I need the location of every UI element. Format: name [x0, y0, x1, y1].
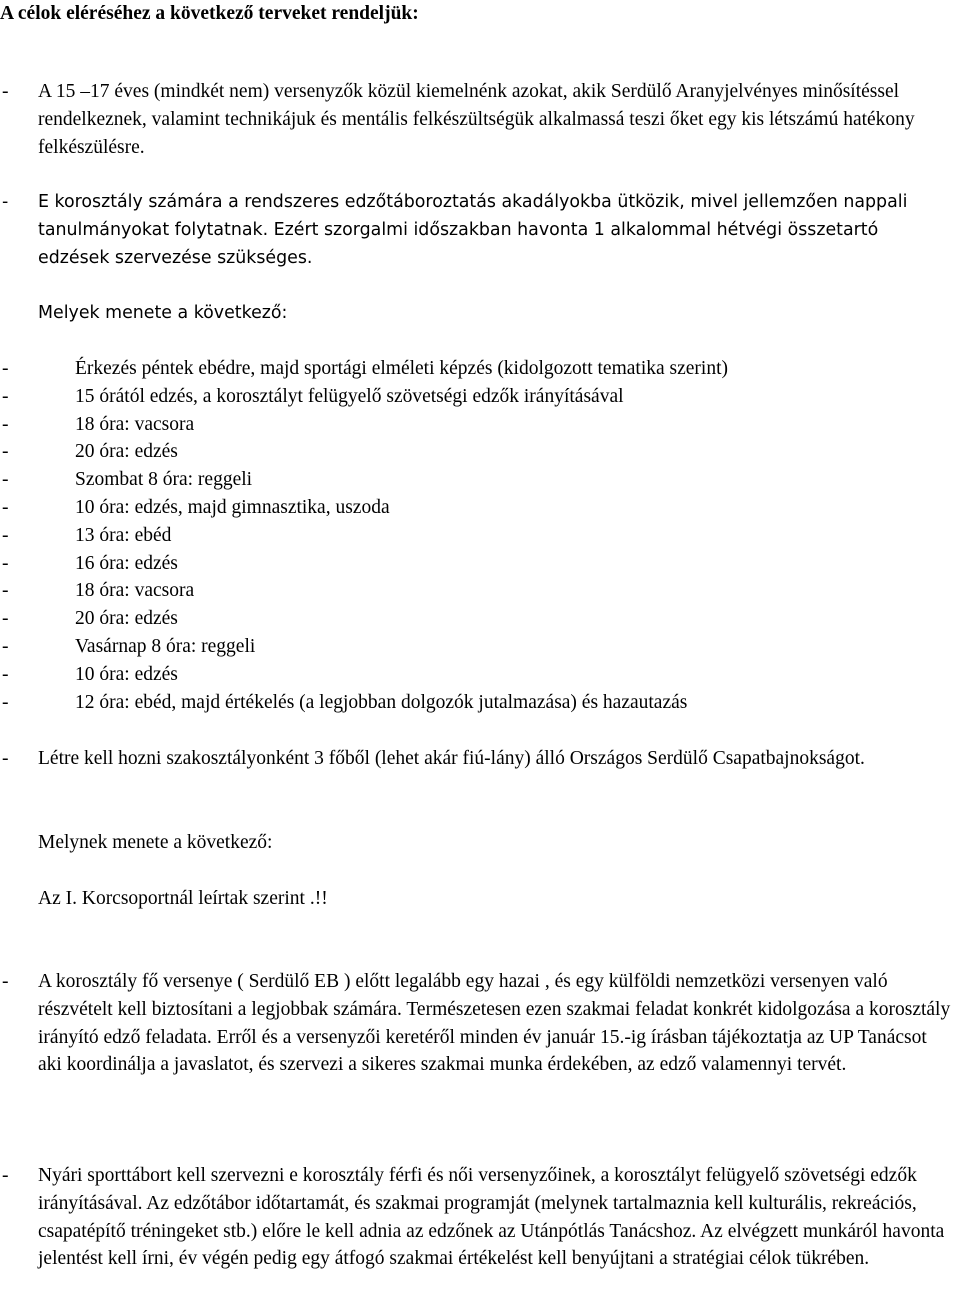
bullet-dash: - [2, 608, 9, 630]
bullet-dash: - [2, 663, 9, 685]
championship-intro: Melynek menete a következő: [38, 832, 273, 853]
bullet-dash: - [2, 971, 9, 992]
bullet-dash: - [2, 524, 9, 546]
list-item [0, 745, 955, 773]
schedule-text: 10 óra: edzés [75, 663, 178, 685]
schedule-text: 20 óra: edzés [75, 608, 178, 630]
bullet-dash: - [2, 552, 9, 574]
schedule-text: 18 óra: vacsora [75, 413, 195, 435]
item-text: E korosztály számára a rendszeres edzőtáboroztatás akadályokba ütközik, mivel jellemzően nappali tanulmányokat folytatnak. Ezért szorgalmi időszakban havonta 1 alkalommal hétvégi összetartó edzések szervezése szükséges. [38, 192, 908, 268]
bullet-dash: - [2, 496, 9, 518]
schedule-text: 16 óra: edzés [75, 552, 178, 574]
list-item [0, 1162, 955, 1273]
schedule-row [0, 494, 940, 522]
schedule-text: 15 órától edzés, a korosztályt felügyelő szövetségi edzők irányításával [75, 385, 624, 407]
bullet-dash: - [2, 635, 9, 657]
schedule-text: Vasárnap 8 óra: reggeli [75, 635, 256, 657]
bullet-dash: - [2, 748, 9, 769]
bullet-dash: - [2, 192, 9, 212]
item-text: A korosztály fő versenye ( Serdülő EB ) előtt legalább egy hazai , és egy külföldi nemzetközi versenyen való részvételt kell biztosítani a legjobbak számára. Természetesen ezen szakmai feladat konkrét kidolgozása a korosztály irányító edző feladata. Erről és a versenyzői keretéről minden év január 15.-ig írásban tájékoztatja az UP Tanácsot aki koordinálja a javaslatot, és szervezi a sikeres szakmai munka érdekében, az edző valamennyi tervét. [38, 971, 951, 1076]
schedule-row [0, 411, 940, 439]
schedule-text: Érkezés péntek ebédre, majd sportági elméleti képzés (kidolgozott tematika szerint) [75, 358, 728, 379]
list-item [0, 78, 955, 161]
list-item [0, 968, 955, 1079]
bullet-dash: - [2, 385, 9, 407]
schedule-row [0, 577, 940, 605]
bullet-dash: - [2, 469, 9, 491]
schedule-row [0, 466, 940, 494]
schedule-text: Szombat 8 óra: reggeli [75, 469, 253, 491]
schedule-row [0, 633, 940, 661]
bullet-dash: - [2, 358, 9, 379]
bullet-dash: - [2, 413, 9, 435]
bullet-dash: - [2, 1165, 9, 1186]
schedule-text: 20 óra: edzés [75, 441, 178, 463]
schedule-row [0, 383, 940, 411]
schedule-row [0, 550, 940, 578]
item-text: A 15 –17 éves (mindkét nem) versenyzők közül kiemelnénk azokat, akik Serdülő Aranyjelvényes minősítéssel rendelkeznek, valamint technikájuk és mentális felkészültségük alkalmassá teszi őket egy kis létszámú hatékony felkészülésre. [38, 81, 915, 158]
item-text: Nyári sporttábort kell szervezni e korosztály férfi és női versenyzőinek, a korosztályt felügyelő szövetségi edzők irányításával. Az edzőtábor időtartamát, és szakmai programját (melynek tartalmaznia kell kulturális, rekreációs, csapatépítő tréningeket stb.) előre le kell adnia az edzőnek az Utánpótlás Tanácshoz. Az elvégzett munkáról havonta jelentést kell írni, év végén pedig egy átfogó szakmai értékelést kell benyújtani a stratégiai célok tükrében. [38, 1165, 945, 1270]
item-text: Létre kell hozni szakosztályonként 3 főből (lehet akár fiú-lány) álló Országos Serdülő Csapatbajnokságot. [38, 748, 865, 769]
schedule-text: 18 óra: vacsora [75, 580, 195, 602]
bullet-dash: - [2, 691, 9, 713]
section-heading: A célok eléréséhez a következő terveket rendeljük: [0, 3, 419, 24]
schedule-row [0, 689, 940, 717]
bullet-dash: - [2, 580, 9, 602]
schedule-text: 13 óra: ebéd [75, 524, 172, 546]
schedule-row [0, 522, 940, 550]
schedule-row [0, 661, 940, 689]
bullet-dash: - [2, 81, 9, 102]
schedule-text: 12 óra: ebéd, majd értékelés (a legjobban dolgozók jutalmazása) és hazautazás [75, 691, 688, 713]
bullet-dash: - [2, 441, 9, 463]
schedule-row [0, 605, 940, 633]
schedule-text: 10 óra: edzés, majd gimnasztika, uszoda [75, 496, 390, 518]
schedule-row [0, 355, 940, 383]
schedule-list [0, 355, 940, 716]
schedule-row [0, 438, 940, 466]
schedule-intro: Melyek menete a következő: [38, 303, 288, 323]
age-group-note: Az I. Korcsoportnál leírtak szerint .!! [38, 888, 328, 909]
list-item [0, 189, 955, 272]
